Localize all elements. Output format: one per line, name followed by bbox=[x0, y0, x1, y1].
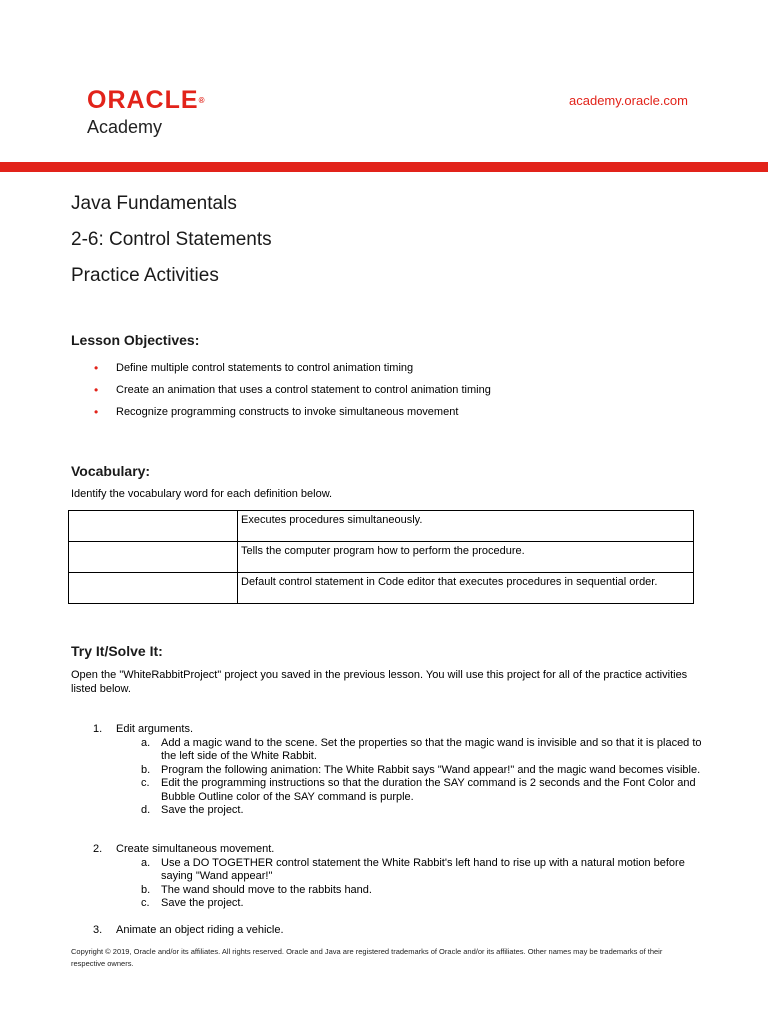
bullet-icon: • bbox=[94, 383, 99, 397]
step-item: 3. Animate an object riding a vehicle. bbox=[93, 924, 284, 936]
document-type-title: Practice Activities bbox=[71, 265, 219, 286]
sub-step: b. Program the following animation: The White Rabbit says "Wand appear!" and the magic wand becomes visible. bbox=[141, 763, 701, 776]
try-it-intro: Open the "WhiteRabbitProject" project you saved in the previous lesson. You will use this project for all of the practice activities listed below. bbox=[71, 669, 688, 695]
logo-subtitle: Academy bbox=[87, 117, 163, 137]
term-cell[interactable] bbox=[69, 542, 238, 573]
lesson-title: 2-6: Control Statements bbox=[71, 229, 272, 250]
objectives-heading: Lesson Objectives: bbox=[71, 332, 200, 348]
step-number: 3. bbox=[93, 924, 103, 936]
sub-step-letter: c. bbox=[141, 777, 150, 789]
step-item: 1. Edit arguments. bbox=[93, 723, 194, 735]
definition-cell: Default control statement in Code editor that executes procedures in sequential order. bbox=[238, 573, 694, 604]
sub-step-letter: d. bbox=[141, 804, 151, 816]
term-cell[interactable] bbox=[69, 511, 238, 542]
course-title: Java Fundamentals bbox=[71, 193, 237, 214]
document-titles bbox=[71, 186, 272, 294]
term-cell[interactable] bbox=[69, 573, 238, 604]
definition-cell: Executes procedures simultaneously. bbox=[238, 511, 694, 542]
bullet-icon: • bbox=[94, 361, 99, 375]
table-row bbox=[69, 573, 694, 604]
sub-step: b. The wand should move to the rabbits hand. bbox=[141, 883, 372, 896]
oracle-academy-logo bbox=[87, 88, 204, 138]
sub-step-letter: a. bbox=[141, 856, 151, 869]
step-2 bbox=[71, 843, 711, 911]
vocabulary-table bbox=[68, 510, 694, 604]
vocabulary-heading: Vocabulary: bbox=[71, 463, 151, 479]
objectives-list bbox=[94, 357, 491, 423]
sub-step: a. Use a DO TOGETHER control statement the White Rabbit's left hand to rise up with a natural motion before saying "Wand appear!" bbox=[141, 856, 685, 882]
logo-registered-mark: ® bbox=[198, 96, 205, 105]
sub-step-letter: a. bbox=[141, 736, 151, 749]
site-url-link[interactable]: academy.oracle.com bbox=[569, 93, 688, 108]
step-number: 2. bbox=[93, 843, 103, 855]
try-it-heading: Try It/Solve It: bbox=[71, 643, 163, 659]
list-item: • Create an animation that uses a control statement to control animation timing bbox=[94, 379, 491, 401]
sub-step-letter: c. bbox=[141, 897, 150, 909]
list-item: • Recognize programming constructs to invoke simultaneous movement bbox=[94, 401, 491, 423]
sub-step: a. Add a magic wand to the scene. Set the properties so that the magic wand is invisible and so that it is placed to the left side of the White Rabbit. bbox=[141, 736, 702, 762]
sub-step: c. Save the project. bbox=[141, 897, 244, 909]
table-row bbox=[69, 511, 694, 542]
step-3 bbox=[71, 924, 711, 938]
step-1 bbox=[71, 723, 711, 818]
list-item: • Define multiple control statements to control animation timing bbox=[94, 357, 491, 379]
sub-step: c. Edit the programming instructions so that the duration the SAY command is 2 seconds and the Font Color and Bubble Outline color of the SAY command is purple. bbox=[141, 777, 696, 803]
sub-step-letter: b. bbox=[141, 883, 151, 896]
sub-step-letter: b. bbox=[141, 763, 151, 776]
step-number: 1. bbox=[93, 723, 103, 735]
logo-wordmark: ORACLE® bbox=[87, 86, 205, 114]
bullet-icon: • bbox=[94, 405, 99, 419]
copyright-footer: Copyright © 2019, Oracle and/or its affiliates. All rights reserved. Oracle and Java are registered trademarks of Oracle and/or its affiliates. Other names may be trademarks of their respective owners. bbox=[71, 947, 663, 968]
sub-step: d. Save the project. bbox=[141, 804, 244, 816]
step-item: 2. Create simultaneous movement. bbox=[93, 843, 275, 855]
header-divider bbox=[0, 162, 768, 172]
definition-cell: Tells the computer program how to perform the procedure. bbox=[238, 542, 694, 573]
table-row bbox=[69, 542, 694, 573]
vocabulary-instructions: Identify the vocabulary word for each definition below. bbox=[71, 488, 333, 500]
